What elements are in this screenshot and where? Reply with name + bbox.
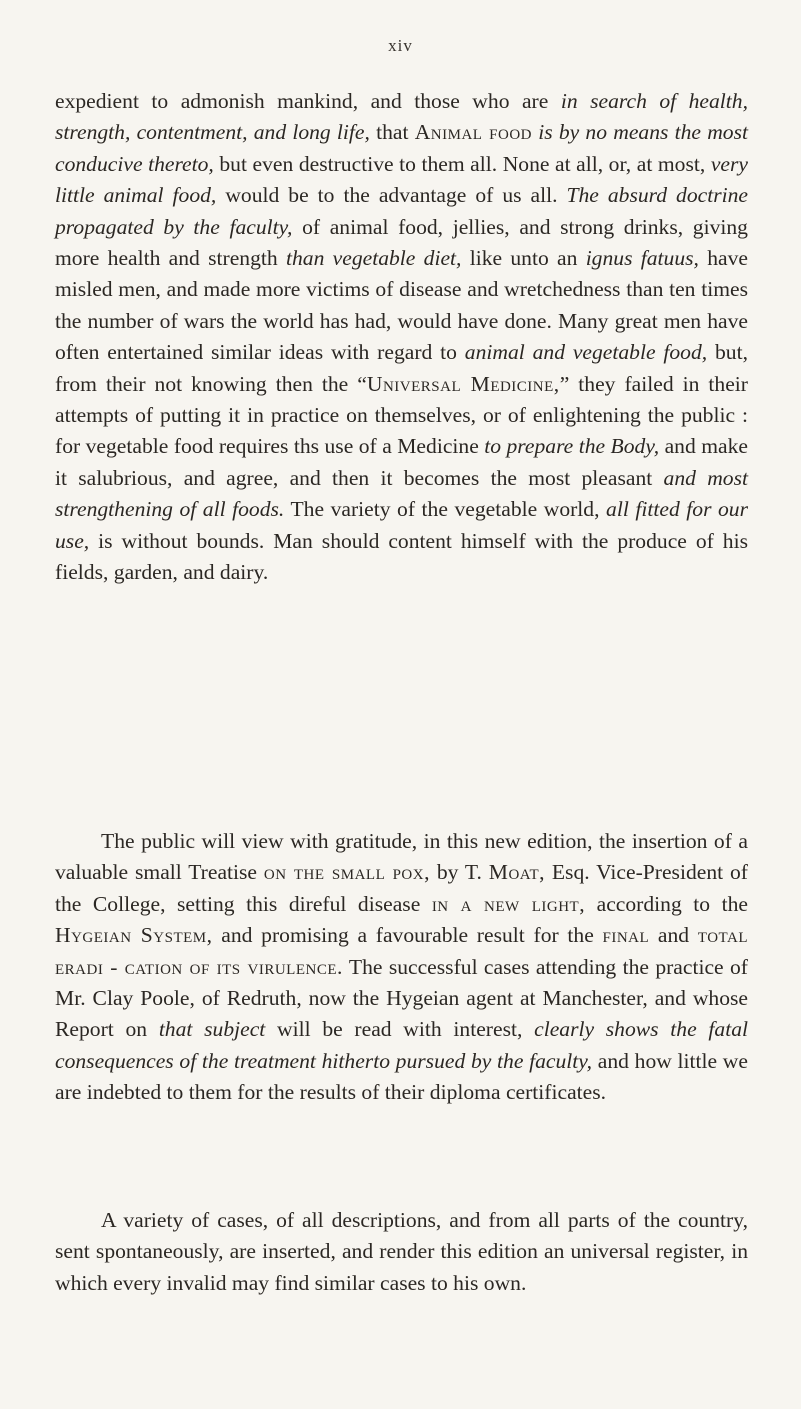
body-text: The variety of the vegetable world, [284,497,607,522]
body-text: like unto an [461,246,586,271]
body-text: will be read with interest, [265,1017,535,1042]
body-text: but, from their not knowing then the “ [55,340,748,396]
body-text: A variety of cases, of all descriptions, and from all parts of the country, sent spontaneously, are inserted, and render this edition an universal register, in which every invalid may find similar cases to his own. [55,1208,748,1295]
body-text: and promising a favourable result for the [212,923,603,948]
small-caps-text: Moat, [488,860,546,885]
small-caps-text: Animal food [414,120,533,145]
paragraph-variety-of-cases [55,1205,748,1299]
body-text: but even destructive to them all. None at all, or, at most, [213,151,711,176]
body-text: is without bounds. Man should content himself with the produce of his fields, garden, and dairy. [55,528,748,585]
small-caps-text: Universal Medicine, [366,371,560,396]
body-text: Esq. Vice-President of the College, setting this direful disease [55,860,748,916]
small-caps-text: on the small pox, [263,860,430,885]
body-text: and [649,923,698,948]
italic-text: in search of health, strength, contentment, and long life, [55,89,748,145]
body-text: according to the [585,891,748,916]
italic-text: is by no means the most conducive thereto, [55,120,748,176]
italic-text: clearly shows the fatal consequences of the treatment hitherto pursued by the faculty, [55,1017,748,1073]
italic-text: animal and vegetable food, [464,340,708,365]
body-text: and how little we are indebted to them for the results of their diploma certificates. [55,1048,748,1105]
body-text: would be to the advantage of us all. [216,183,567,208]
small-caps-text: total eradi - cation of its virulence. [55,923,748,979]
body-text: that [369,120,415,145]
paragraph-small-pox-treatise [55,826,748,1109]
page-number: xiv [388,36,413,55]
body-text: ” they failed in their attempts of putting it in practice on themselves, or of enlightening the public : for vegetable food requires ths use of a Medicine [55,371,748,459]
body-text: have misled men, and made more victims of disease and wretchedness than ten times the number of wars the world has had, would have done. Many great men have often entertained similar ideas with regard to [55,246,748,365]
small-caps-text: in a new light, [431,891,586,916]
body-text: The successful cases attending the practice of Mr. Clay Poole, of Redruth, now the Hygeian agent at Manchester, and whose Report on [55,954,748,1042]
body-text: expedient to admonish mankind, and those who are [55,89,561,113]
italic-text: ignus fatuus, [585,246,699,271]
small-caps-text: Hygeian System, [55,923,213,948]
italic-text: and most strengthening of all foods. [55,465,748,522]
italic-text: that subject [158,1017,266,1042]
body-text: The public will view with gratitude, in this new edition, the insertion of a valuable small Treatise [55,829,748,885]
italic-text: to prepare the Body, [484,434,660,459]
italic-text: than vegetable diet, [285,246,462,271]
italic-text: The absurd doctrine propagated by the faculty, [55,183,749,239]
italic-text: very little animal food, [55,151,748,208]
body-text: of animal food, jellies, and strong drinks, giving more health and strength [55,214,748,271]
paragraph-animal-food [55,86,748,589]
small-caps-text: final [602,923,650,948]
body-text: by T. [430,860,489,885]
italic-text: all fitted for our use, [55,497,749,553]
body-text: and make it salubrious, and agree, and then it becomes the most pleasant [55,434,748,490]
